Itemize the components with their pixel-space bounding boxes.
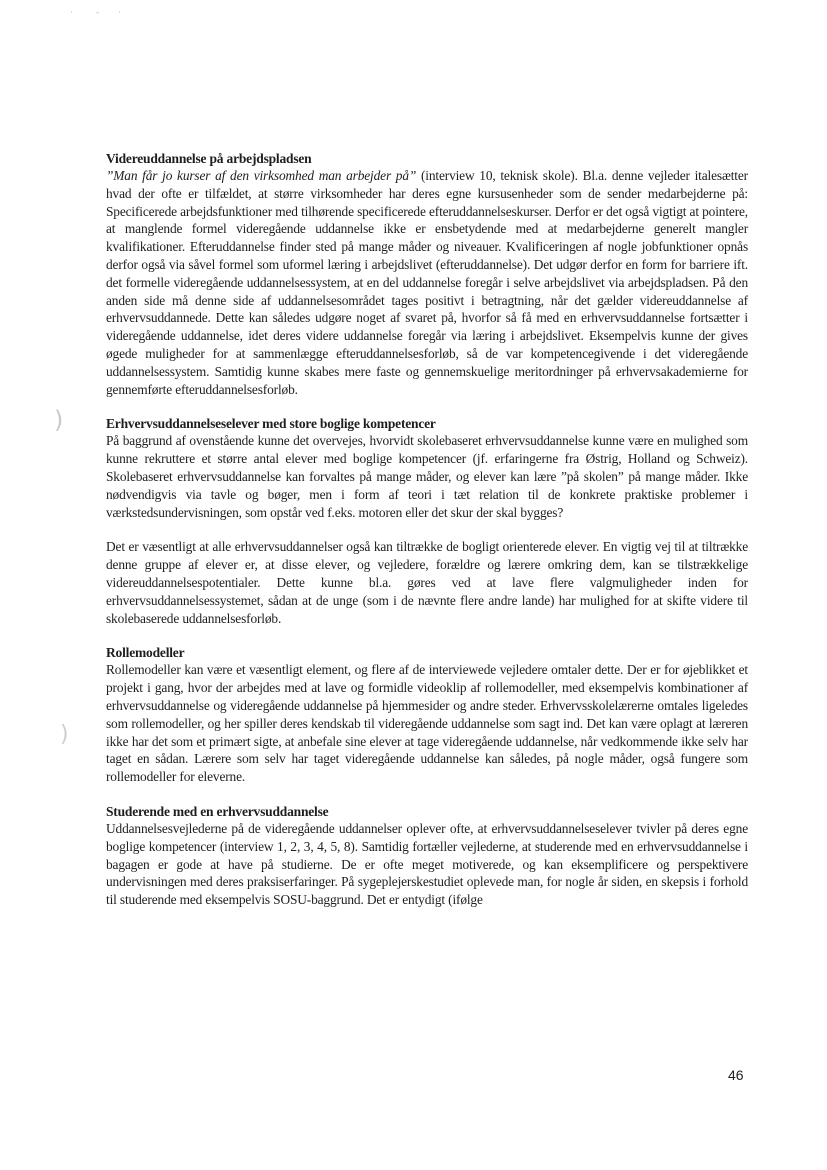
document-body xyxy=(106,150,748,909)
section-paragraph xyxy=(106,167,748,398)
section-heading: Erhvervsuddannelseselever med store boglige kompetencer xyxy=(106,416,436,432)
section-rollemodeller xyxy=(106,644,748,786)
section-paragraph: På baggrund af ovenstående kunne det overvejes, hvorvidt skolebaseret erhvervsuddannelse kunne være en mulighed som kunne rekruttere et større antal elever med boglige kompetencer (jf. erfaringerne fra Østrig, Holland og Schweiz). Skolebaseret erhvervsuddannelse kan forvaltes på mange måder, og elever kan lære ”på skolen” på mange måder. Ikke nødvendigvis via tavle og bøger, men i form af teori i tæt relation til de konkrete praktiske problemer i værkstedsundervisningen, som opstår ved f.eks. motoren eller det skur der skal bygges? xyxy=(106,433,748,520)
scan-artifact: ) xyxy=(54,406,64,434)
scan-artifact: · xyxy=(70,8,73,18)
scan-artifact: - xyxy=(96,8,100,18)
page-number: 46 xyxy=(728,1067,744,1083)
section-studerende xyxy=(106,803,748,909)
paragraph-text: (interview 10, teknisk skole). Bl.a. denne vejleder italesætter hvad der ofte er tilfældet, at større virksomheder har deres egne kursusenheder som de sender medarbejderne på: Specificerede arbejdsfunktioner med tilhørende specificerede efteruddannelseskurser. Derfor er det også vigtigt at pointere, at manglende formel videregående uddannelse ikke er ensbetydende med at medarbejderne generelt mangler kvalifikationer. Efteruddannelse finder sted på mange måder og niveauer. Kvalificeringen af nogle jobfunktioner opnås derfor også via såvel formel som uformel læring i arbejdslivet (efteruddannelse). Det udgør derfor en form for barriere ift. det formelle videregående uddannelsessystem, at en del uddannelse foregår i selve arbejdslivet via arbejdspladsen. På den anden side må denne side af uddannelsesområdet tages positivt i betragtning, når det gælder videreuddannelse af erhvervsuddannede. Dette kan således udgøre noget af svaret på, hvorfor så få med en erhvervsuddannelse fortsætter i videregående uddannelse, idet deres videre uddannelse foregår via læring i arbejdslivet. Eksempelvis kunne der gives øgede muligheder for at sammenlægge efteruddannelsesforløb, så de var kompetencegivende i det videregående uddannelsessystem. Samtidig kunne skabes mere faste og gennemskuelige meritordninger på erhvervsakademierne for gennemførte efteruddannelsesforløb. xyxy=(106,168,748,397)
scan-artifact: · xyxy=(118,8,121,18)
section-videreuddannelse xyxy=(106,150,748,398)
section-paragraph: Det er væsentligt at alle erhvervsuddannelser også kan tiltrække de bogligt orienterede elever. En vigtig vej til at tiltrække denne gruppe af elever er, at disse elever, og vejledere, forældre og lærere omkring dem, kan se tilstrækkelige videreuddannelsespotentialer. Dette kunne bl.a. gøres ved at lave flere valgmuligheder inden for erhvervsuddannelsessystemet, sådan at de unge (som i de nævnte flere andre lande) har mulighed for at skifte videre til skolebaserede uddannelsesforløb. xyxy=(106,539,748,626)
section-paragraph: Uddannelsesvejlederne på de videregående uddannelser oplever ofte, at erhvervsuddannelseselever tvivler på deres egne boglige kompetencer (interview 1, 2, 3, 4, 5, 8). Samtidig fortæller vejlederne, at studerende med en erhvervsuddannelse i bagagen er gode at have på studierne. De er ofte meget motiverede, og kan eksemplificere og perspektivere undervisningen med deres praksiserfaringer. På sygeplejerskestudiet oplevede man, for nogle år siden, en skepsis i forhold til studerende med eksempelvis SOSU-baggrund. Det er entydigt (ifølge xyxy=(106,820,748,908)
interview-quote: ”Man får jo kurser af den virksomhed man arbejder på” xyxy=(106,168,417,183)
section-paragraph: Rollemodeller kan være et væsentligt element, og flere af de interviewede vejledere omtaler dette. Der er for øjeblikket et projekt i gang, hvor der arbejdes med at lave og formidle videoklip af rollemodeller, med eksempelvis kombinationer af erhvervsuddannelse og videregående uddannelse på hjemmesider og andre steder. Erhvervsskolelærerne omtales ligeledes som rollemodeller, og her spiller deres kendskab til videregående uddannelse som sagt ind. Det kan være oplagt at læreren ikke har det som et primært sigte, at anbefale sine elever at tage videregående uddannelse, når vedkommende ikke selv har taget en sådan. Lærere som selv har taget videregående uddannelse kan således, på nogle måder, også fungere som rollemodeller for eleverne. xyxy=(106,662,748,785)
section-heading: Videreuddannelse på arbejdspladsen xyxy=(106,151,312,166)
scan-artifact: ) xyxy=(60,722,69,747)
section-heading: Studerende med en erhvervsuddannelse xyxy=(106,803,329,819)
section-erhvervsuddannelseselever xyxy=(106,415,748,627)
section-heading: Rollemodeller xyxy=(106,645,185,661)
